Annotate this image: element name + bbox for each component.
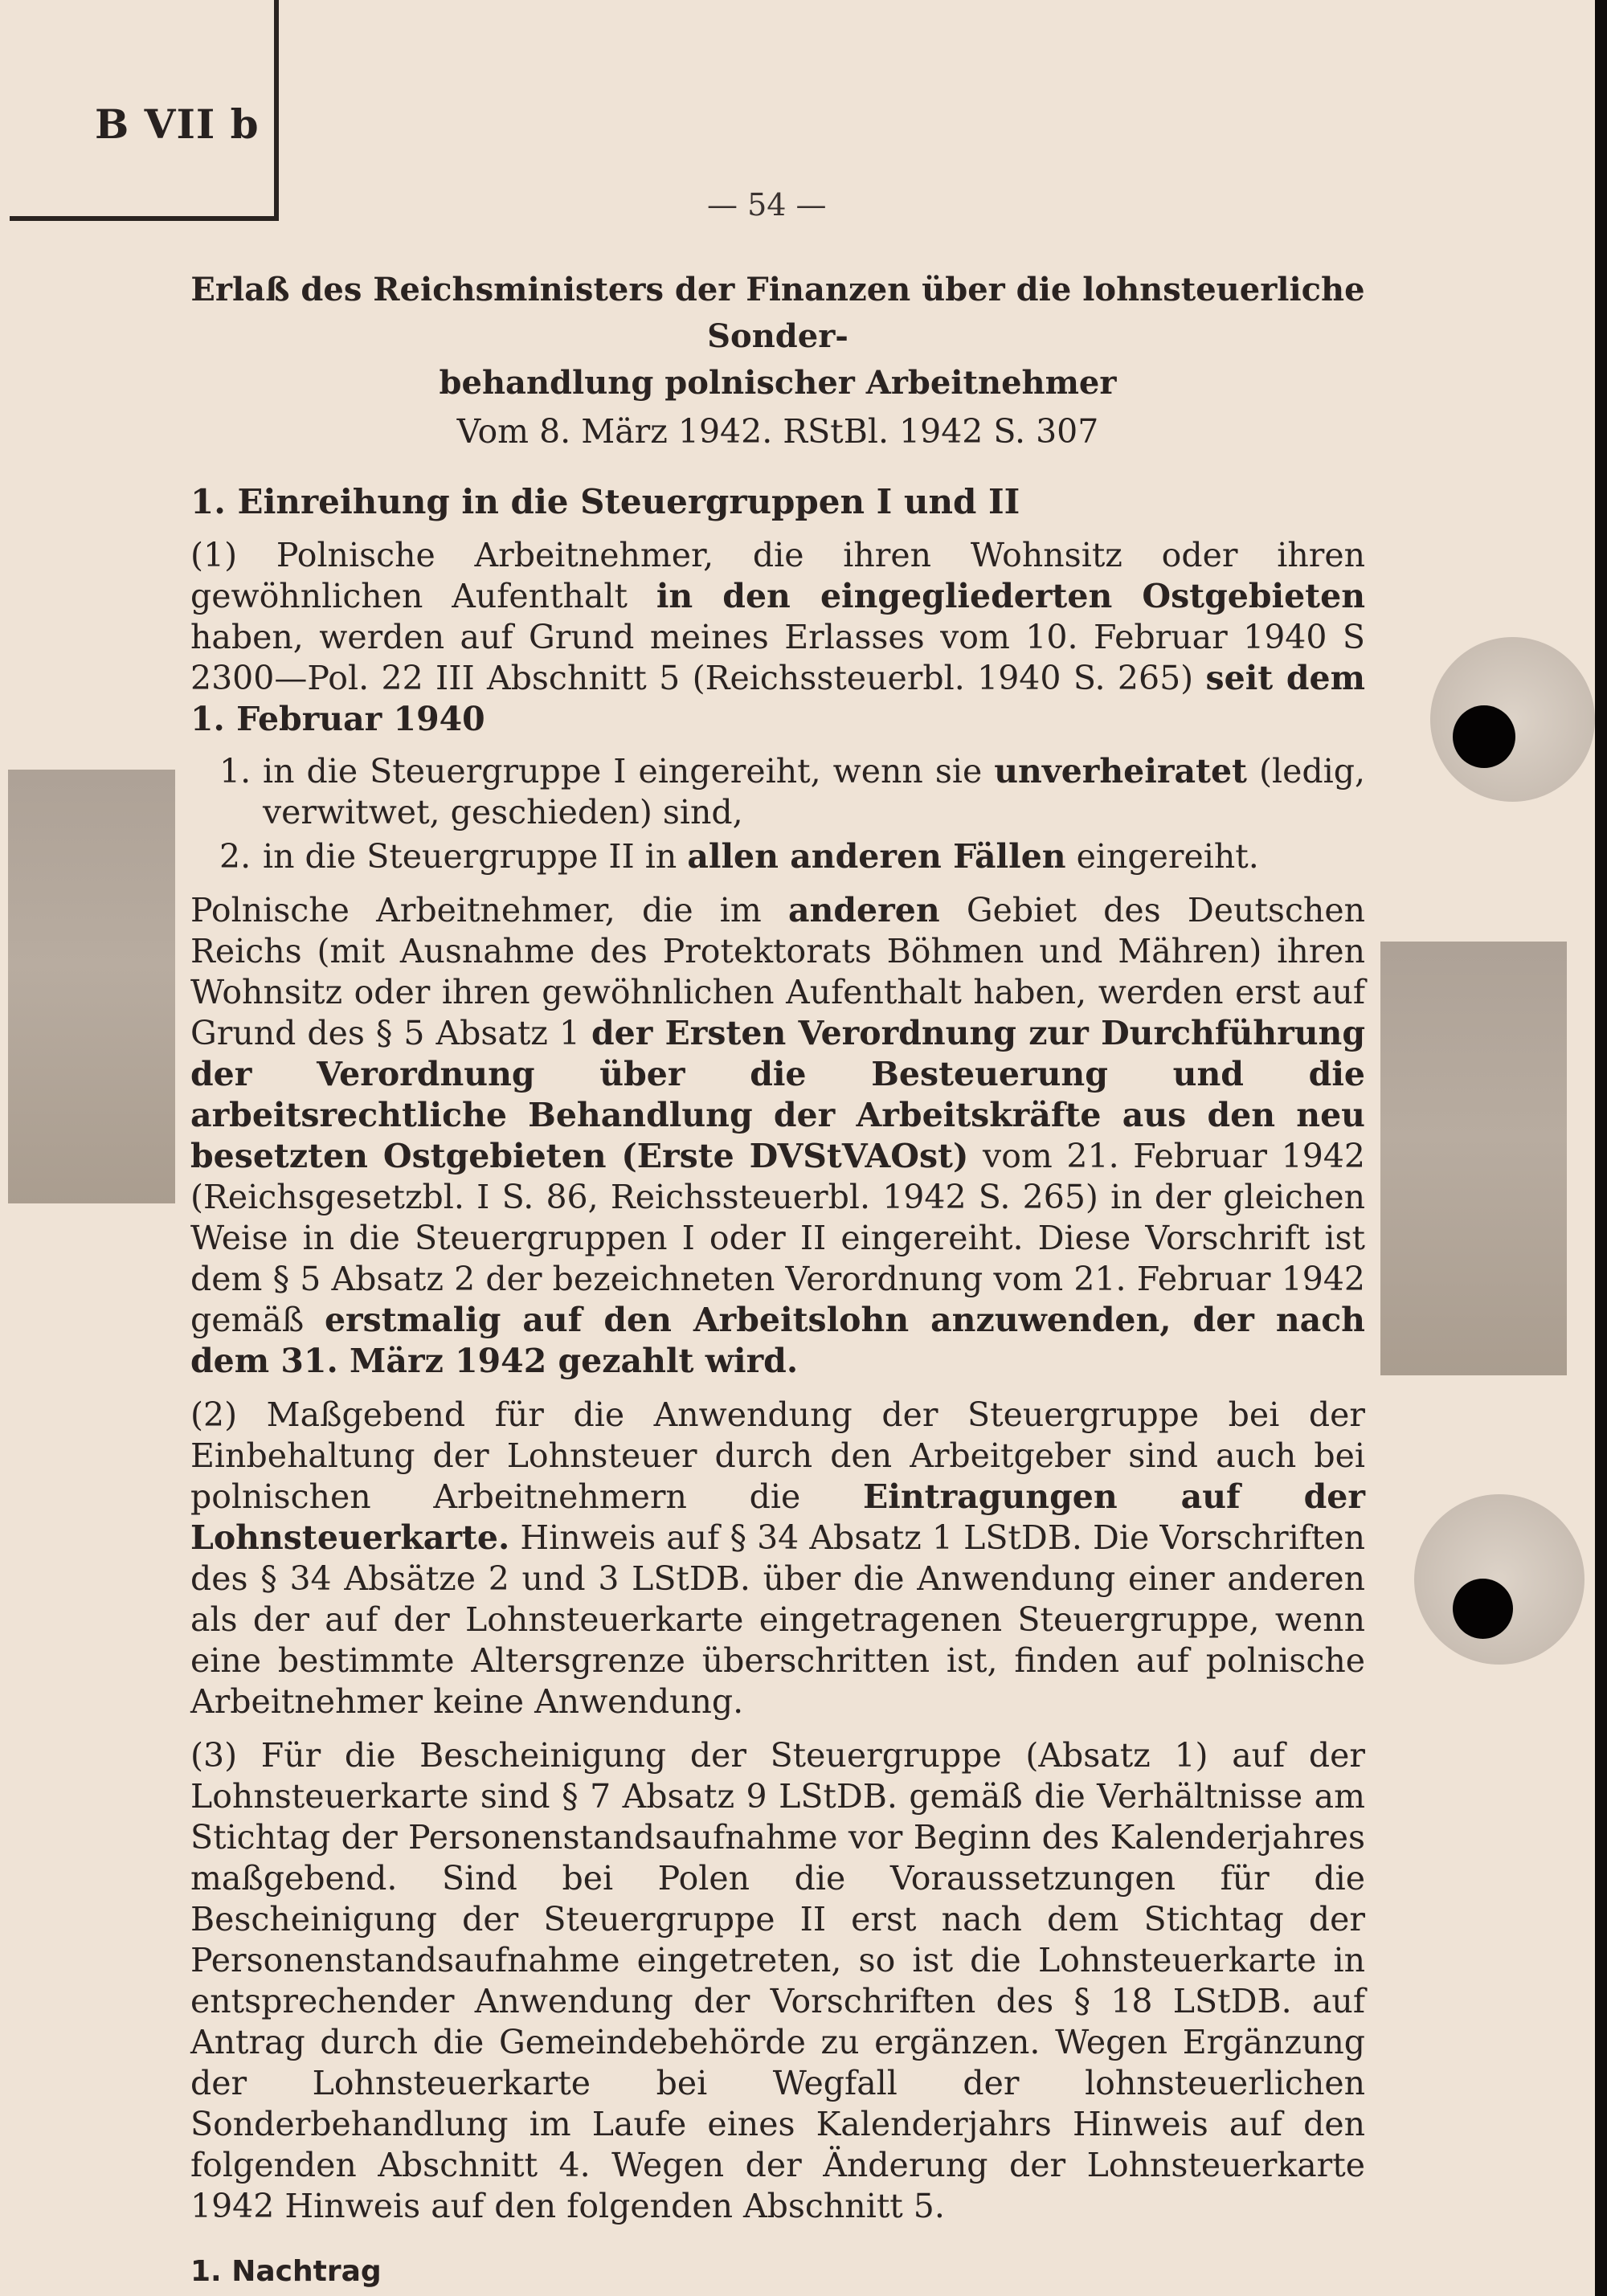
list-item-text: (ledig, verwitwet, geschieden) sind,	[263, 752, 1365, 831]
para2-bold-b: anderen	[788, 891, 940, 929]
para1-text-c: haben, werden auf Grund meines Erlasses vom 10. Februar 1940 S 2300—Pol. 22 III Abschnitt 5 (Reichssteuerbl. 1940 S. 265)	[190, 618, 1365, 697]
paragraph-2	[190, 890, 1365, 1382]
para2-text-c: Gebiet des Deutschen Reichs (mit Ausnahme des Protektorats Böhmen und Mähren) ihren Wohnsitz oder ihren gewöhnlichen Aufenthalt haben, werden erst auf Grund des § 5 Absatz 1	[190, 891, 1365, 1052]
para2-bold-f: erstmalig auf den Arbeitslohn anzuwenden, der nach dem 31. März 1942 gezahlt wird.	[190, 1301, 1365, 1380]
para3-text-a: (2) Maßgebend für die Anwendung der Steuergruppe bei der Einbehaltung der Lohnsteuer durch den Arbeitgeber sind auch bei polnischen Arbeitnehmern die	[190, 1395, 1365, 1516]
document-body	[190, 267, 1365, 2292]
numbered-list	[190, 751, 1365, 877]
supplement-label: 1. Nachtrag	[190, 2255, 382, 2288]
document-title	[190, 267, 1365, 406]
list-item-text: eingereiht.	[1065, 837, 1259, 876]
para2-text-a: Polnische Arbeitnehmer, die im	[190, 891, 788, 929]
para2-bold-d: der Ersten Verordnung zur Durchführung der Verordnung über die Besteuerung und die arbeitsrechtliche Behandlung der Arbeitskräfte aus den neu besetzten Ostgebieten (Erste DVStVAOst)	[190, 1014, 1365, 1175]
para1-bold-b: in den eingegliederten Ostgebieten	[656, 577, 1365, 615]
paragraph-4: (3) Für die Bescheinigung der Steuergruppe (Absatz 1) auf der Lohnsteuerkarte sind § 7 Absatz 9 LStDB. gemäß die Verhältnisse am Stichtag der Personenstandsaufnahme vor Beginn des Kalenderjahres maßgebend. Sind bei Polen die Voraussetzungen für die Bescheinigung der Steuergruppe II erst nach dem Stichtag der Personenstandsaufnahme eingetreten, so ist die Lohnsteuerkarte in entsprechender Anwendung der Vorschriften des § 18 LStDB. auf Antrag durch die Gemeindebehörde zu ergänzen. Wegen Ergänzung der Lohnsteuerkarte bei Wegfall der lohnsteuerlichen Sonderbehandlung im Laufe eines Kalenderjahrs Hinweis auf den folgenden Abschnitt 4. Wegen der Änderung der Lohnsteuerkarte 1942 Hinweis auf den folgenden Abschnitt 5.	[190, 1736, 1365, 2225]
para1-text-a: (1) Polnische Arbeitnehmer, die ihren Wohnsitz oder ihren gewöhnlichen Aufenthalt	[190, 536, 1365, 615]
section-heading: 1. Einreihung in die Steuergruppen I und II	[190, 482, 1020, 521]
title-line-2: behandlung polnischer Arbeitnehmer	[439, 364, 1117, 402]
paragraph-3	[190, 1395, 1365, 1722]
list-item-text: in die Steuergruppe I eingereiht, wenn sie	[263, 752, 995, 791]
adhesive-tape-left	[8, 770, 175, 1203]
para1-bold-d: seit dem 1. Februar 1940	[190, 659, 1365, 738]
section-code: B VII b	[95, 100, 260, 148]
list-item	[190, 751, 1365, 833]
page-number: — 54 —	[707, 187, 827, 223]
scan-edge	[1595, 0, 1607, 2296]
punch-hole-bottom	[1453, 1579, 1513, 1639]
decree-date: Vom 8. März 1942. RStBl. 1942 S. 307	[456, 412, 1099, 451]
list-item-bold: unverheiratet	[994, 752, 1247, 791]
adhesive-tape-right	[1380, 942, 1567, 1375]
list-item	[190, 836, 1365, 877]
punch-hole-top	[1453, 705, 1515, 768]
para3-text-c: Hinweis auf § 34 Absatz 1 LStDB. Die Vorschriften des § 34 Absätze 2 und 3 LStDB. über die Anwendung einer anderen als der auf der Lohnsteuerkarte eingetragenen Steuergruppe, wenn eine bestimmte Altersgrenze überschritten ist, finden auf polnische Arbeitnehmer keine Anwendung.	[190, 1518, 1365, 1721]
title-line-1: Erlaß des Reichsministers der Finanzen über die lohnsteuerliche Sonder-	[190, 271, 1365, 355]
paragraph-1	[190, 535, 1365, 740]
punch-hole-reinforcement-top	[1430, 637, 1595, 802]
list-item-text: in die Steuergruppe II in	[263, 837, 688, 876]
list-item-number: 2.	[219, 837, 251, 876]
para3-bold-b: Eintragungen auf der Lohnsteuerkarte.	[190, 1477, 1365, 1557]
punch-hole-reinforcement-bottom	[1414, 1494, 1585, 1665]
para2-text-e: vom 21. Februar 1942 (Reichsgesetzbl. I S. 86, Reichssteuerbl. 1942 S. 265) in der gleichen Weise in die Steuergruppen I oder II eingereiht. Diese Vorschrift ist dem § 5 Absatz 2 der bezeichneten Verordnung vom 21. Februar 1942 gemäß	[190, 1137, 1365, 1339]
list-item-bold: allen anderen Fällen	[687, 837, 1066, 876]
list-item-number: 1.	[219, 752, 251, 791]
